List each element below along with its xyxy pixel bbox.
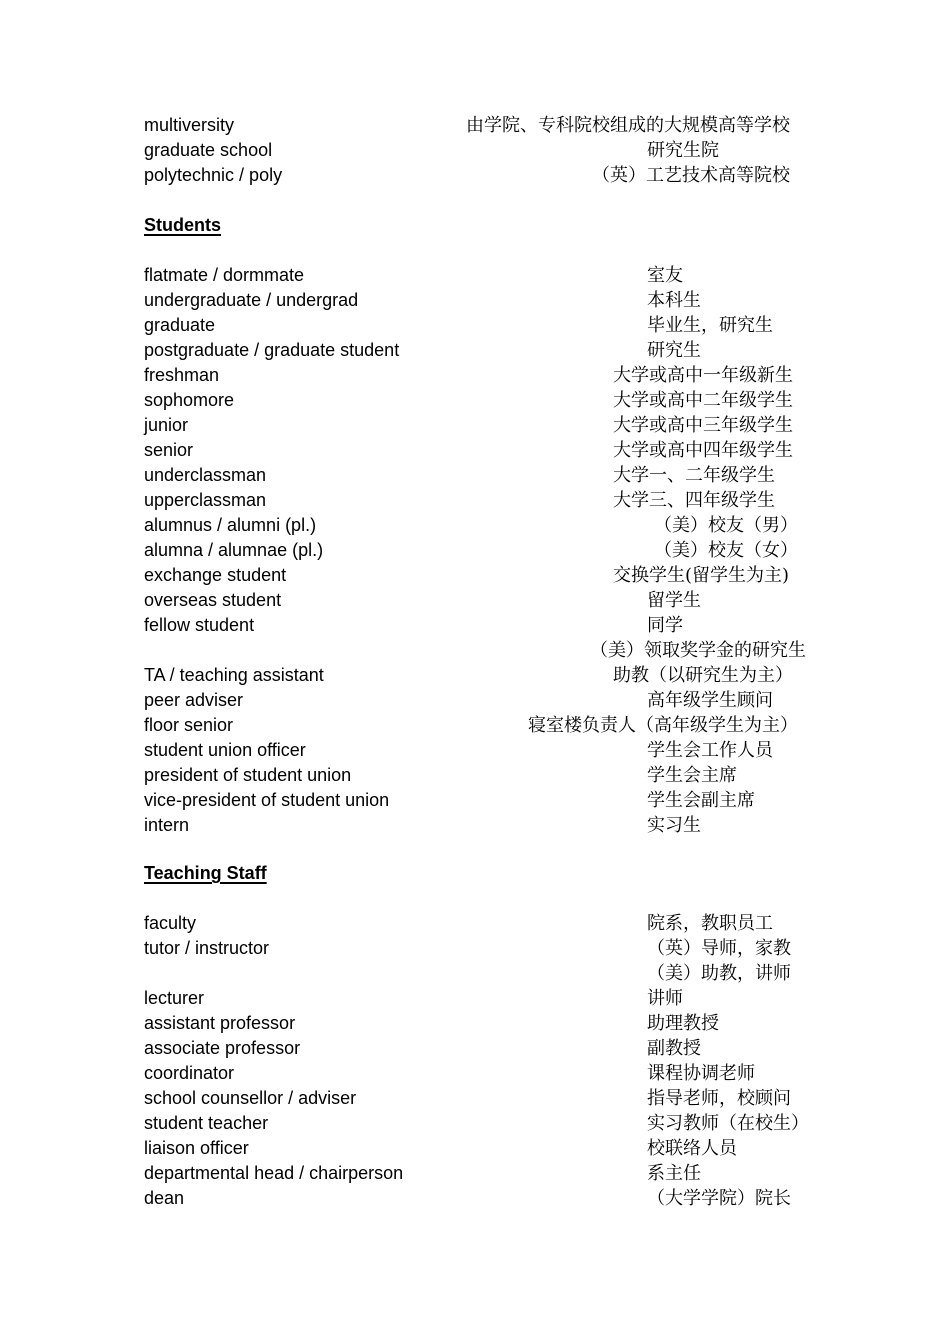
term-row [0,588,950,613]
term-row [0,936,950,961]
term-row [0,413,950,438]
term-row [0,638,950,663]
term-english: multiversity [144,115,235,135]
term-row [0,1111,950,1136]
term-chinese: 课程协调老师 [647,1063,755,1084]
term-row [0,688,950,713]
term-english: alumnus / alumni (pl.) [144,515,317,535]
term-row [0,438,950,463]
term-row [0,613,950,638]
term-row [0,113,950,138]
term-english: coordinator [144,1063,235,1083]
term-english: fellow student [144,615,255,635]
term-english: postgraduate / graduate student [144,340,400,360]
term-chinese: 学生会副主席 [647,790,755,811]
term-chinese: 校联络人员 [647,1138,737,1159]
term-chinese: （英）工艺技术高等院校 [592,165,790,186]
term-english: liaison officer [144,1138,249,1158]
term-chinese: （大学学院）院长 [647,1188,791,1209]
term-english: lecturer [144,988,205,1008]
term-english: undergraduate / undergrad [144,290,359,310]
term-english: polytechnic / poly [144,165,283,185]
term-english: senior [144,440,194,460]
term-english: upperclassman [144,490,267,510]
term-row [0,538,950,563]
term-row [0,1036,950,1061]
term-chinese: 助教（以研究生为主） [613,665,793,686]
term-row [0,338,950,363]
term-row [0,138,950,163]
term-english: exchange student [144,565,287,585]
term-chinese: 系主任 [647,1163,701,1184]
term-english: peer adviser [144,690,244,710]
term-chinese: （英）导师，家教 [647,938,791,959]
term-row [0,513,950,538]
term-chinese: 大学或高中三年级学生 [613,415,793,436]
term-english: dean [144,1188,185,1208]
term-english: intern [144,815,190,835]
term-chinese: 指导老师，校顾问 [647,1088,791,1109]
term-chinese: 大学或高中一年级新生 [613,365,793,386]
term-english: school counsellor / adviser [144,1088,357,1108]
term-chinese: 交换学生(留学生为主) [613,565,790,586]
term-english: graduate [144,315,216,335]
term-english: associate professor [144,1038,301,1058]
term-row [0,263,950,288]
term-row [0,813,950,838]
term-chinese: 学生会主席 [647,765,737,786]
term-chinese: 研究生 [647,340,701,361]
term-chinese: 大学或高中四年级学生 [613,440,793,461]
term-english: faculty [144,913,197,933]
term-chinese: 寝室楼负责人（高年级学生为主） [528,715,798,736]
term-row [0,663,950,688]
term-chinese: 院系，教职员工 [647,913,773,934]
term-row [0,313,950,338]
term-chinese: 讲师 [647,988,683,1009]
term-chinese: （美）助教，讲师 [647,963,791,984]
term-row [0,986,950,1011]
term-english: floor senior [144,715,234,735]
term-english: student union officer [144,740,306,760]
term-chinese: 实习教师（在校生） [647,1113,809,1134]
term-english: sophomore [144,390,235,410]
term-row [0,1061,950,1086]
term-english: vice-president of student union [144,790,390,810]
term-row [0,488,950,513]
term-english: assistant professor [144,1013,296,1033]
term-chinese: 大学一、二年级学生 [613,465,775,486]
term-chinese: 留学生 [647,590,701,611]
term-chinese: 研究生院 [647,140,719,161]
term-english: president of student union [144,765,352,785]
term-row [0,1086,950,1111]
term-chinese: （美）领取奖学金的研究生 [590,640,806,661]
term-english: departmental head / chairperson [144,1163,404,1183]
term-row [0,763,950,788]
term-chinese: 学生会工作人员 [647,740,773,761]
term-row [0,1011,950,1036]
term-chinese: 大学或高中二年级学生 [613,390,793,411]
term-english: flatmate / dormmate [144,265,305,285]
term-english: TA / teaching assistant [144,665,324,685]
term-english: junior [144,415,189,435]
term-chinese: 室友 [647,265,683,286]
term-english: student teacher [144,1113,269,1133]
term-row [0,738,950,763]
term-english: underclassman [144,465,267,485]
term-row [0,1186,950,1211]
term-row [0,163,950,188]
term-row [0,961,950,986]
term-row [0,288,950,313]
term-row [0,788,950,813]
term-english: alumna / alumnae (pl.) [144,540,324,560]
term-english: freshman [144,365,220,385]
term-row [0,463,950,488]
term-english: overseas student [144,590,282,610]
term-row [0,713,950,738]
term-chinese: 高年级学生顾问 [647,690,773,711]
term-row [0,563,950,588]
term-chinese: 毕业生，研究生 [647,315,773,336]
term-row [0,388,950,413]
term-english: graduate school [144,140,273,160]
term-row [0,1161,950,1186]
section-heading-teaching-staff: Teaching Staff [144,863,267,883]
term-chinese: 副教授 [647,1038,701,1059]
term-chinese: （美）校友（男） [654,515,798,536]
term-row [0,1136,950,1161]
term-chinese: 同学 [647,615,683,636]
term-english: tutor / instructor [144,938,270,958]
term-row [0,911,950,936]
term-chinese: 实习生 [647,815,701,836]
term-row [0,363,950,388]
term-chinese: 大学三、四年级学生 [613,490,775,511]
term-chinese: 助理教授 [647,1013,719,1034]
term-chinese: （美）校友（女） [654,540,798,561]
section-heading-students: Students [144,215,222,235]
term-chinese: 本科生 [647,290,701,311]
term-chinese: 由学院、专科院校组成的大规模高等学校 [466,115,790,136]
